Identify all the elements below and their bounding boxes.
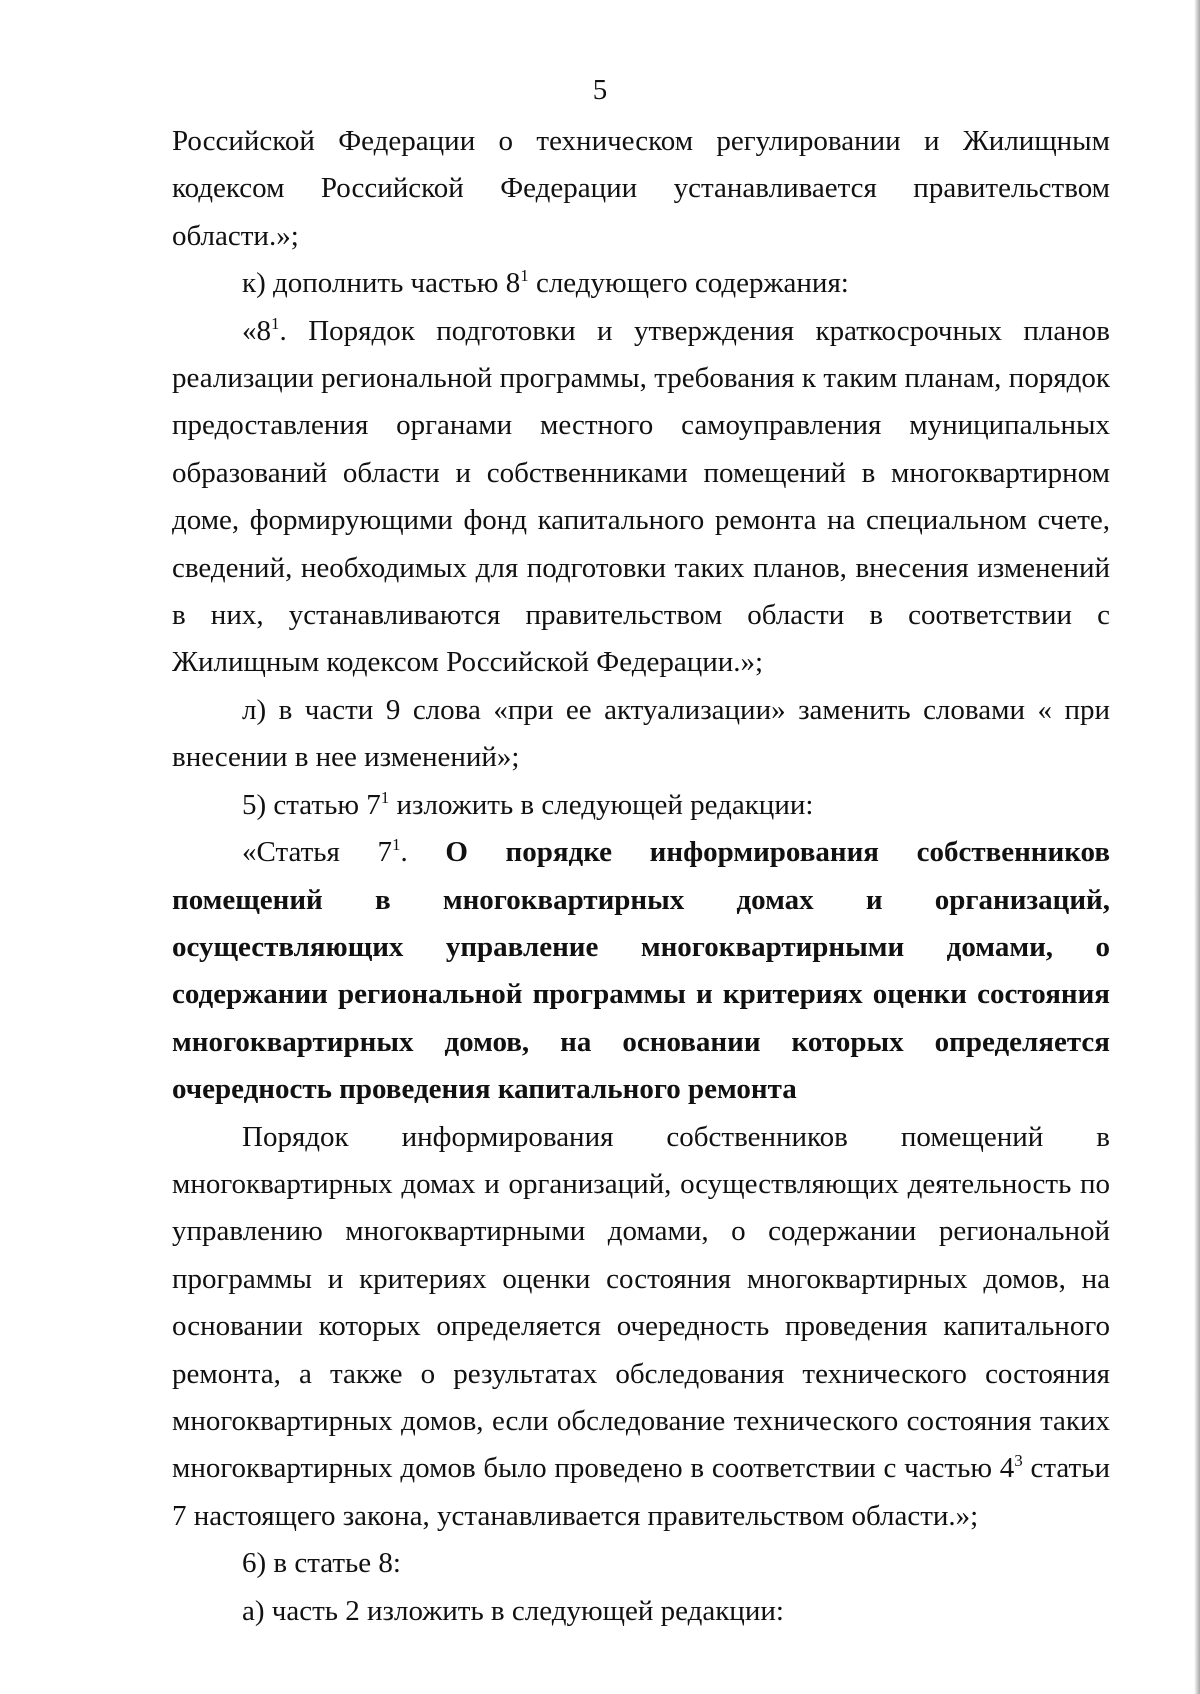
- paragraph-text: изложить в следующей редакции:: [389, 788, 814, 821]
- paragraph-item-a: а) часть 2 изложить в следующей редакции:: [242, 1594, 784, 1627]
- paragraph-text: следующего содержания:: [528, 267, 849, 300]
- paragraph-part-8-1: [172, 308, 1110, 687]
- paragraph-text: 5) статью 7: [242, 788, 381, 821]
- paragraph-text: статьи 7 настоящего закона, устанавливается правительством области.»;: [172, 1452, 1110, 1532]
- scan-edge-shadow: [1194, 0, 1200, 1694]
- article-dot: .: [400, 836, 446, 869]
- paragraph-continuation: Российской Федерации о техническом регулировании и Жилищным кодексом Российской Федерации устанавливается правительством области.»;: [172, 125, 1110, 252]
- superscript: 1: [380, 787, 390, 807]
- document-body: [172, 118, 1110, 1635]
- paragraph-item-5: [172, 782, 1110, 829]
- article-body-paragraph: [172, 1114, 1110, 1541]
- article-title: О порядке информирования собственников помещений в многоквартирных домах и организаций, осуществляющих управление многоквартирными домами, о содержании региональной программы и критериях оценки состояния многоквартирных домов, на основании которых определяется очередность проведения капитального ремонта: [172, 836, 1110, 1106]
- article-number: «Статья 7: [242, 836, 392, 869]
- paragraph-item-6: 6) в статье 8:: [242, 1547, 401, 1580]
- superscript: 1: [271, 313, 280, 333]
- superscript: 1: [520, 266, 529, 286]
- superscript: 3: [1014, 1451, 1023, 1471]
- paragraph-text: Порядок информирования собственников помещений в многоквартирных домах и организаций, осуществляющих деятельность по управлению многоквартирными домами, о содержании региональной программы и критериях оценки состояния многоквартирных домов, на основании которых определяется очередность проведения капитального ремонта, а также о результатах обследования технического состояния многоквартирных домов, если обследование технического состояния таких многоквартирных домов было проведено в соответствии с частью 4: [172, 1120, 1110, 1485]
- paragraph-item-k: [172, 260, 1110, 307]
- paragraph-text: . Порядок подготовки и утверждения краткосрочных планов реализации региональной программы, требования к таким планам, порядок предоставления органами местного самоуправления муниципальных образований области и собственниками помещений в многоквартирном доме, формирующими фонд капитального ремонта на специальном счете, сведений, необходимых для подготовки таких планов, внесения изменений в них, устанавливаются правительством области в соответствии с Жилищным кодексом Российской Федерации.»;: [172, 314, 1110, 679]
- superscript: 1: [391, 835, 401, 855]
- paragraph-text: «8: [242, 314, 271, 347]
- paragraph-text: к) дополнить частью 8: [242, 267, 521, 300]
- page-number: 5: [592, 74, 608, 106]
- article-heading: [172, 829, 1110, 1113]
- paragraph-item-l: л) в части 9 слова «при ее актуализации» заменить словами « при внесении в нее изменений»;: [172, 693, 1110, 774]
